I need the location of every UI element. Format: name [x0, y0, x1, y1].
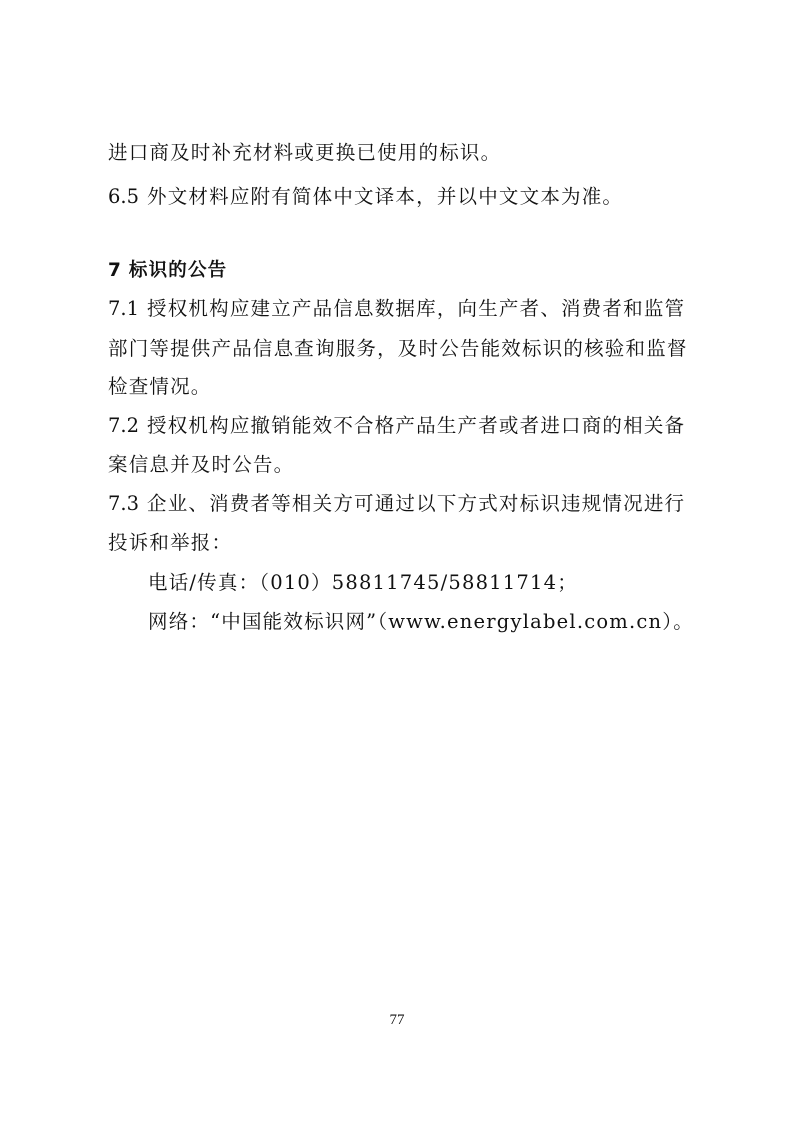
clause-text: 企业、消费者等相关方可通过以下方式对标识违规情况进行 [147, 492, 686, 515]
section-number: 7 [108, 260, 121, 281]
contact-phone-fax: 电话/传真：（010）58811745/58811714； [148, 571, 578, 594]
paragraph-line: 检查情况。 [108, 375, 212, 398]
clause-7-3 [108, 491, 688, 517]
paragraph-line: 案信息并及时公告。 [108, 453, 295, 476]
clause-number: 7.2 [108, 414, 140, 437]
section-heading-7 [108, 258, 688, 284]
clause-number: 6.5 [108, 185, 140, 208]
paragraph-line: 进口商及时补充材料或更换已使用的标识。 [108, 141, 502, 164]
clause-number: 7.1 [108, 297, 140, 320]
paragraph-line: 部门等提供产品信息查询服务，及时公告能效标识的核验和监督 [108, 337, 688, 360]
clause-text: 外文材料应附有简体中文译本，并以中文文本为准。 [147, 185, 624, 208]
clause-text: 授权机构应建立产品信息数据库，向生产者、消费者和监管 [147, 297, 686, 320]
contact-website: 网络：“中国能效标识网”（www.energylabel.com.cn）。 [148, 610, 694, 633]
paragraph-line: 投诉和举报： [108, 531, 233, 554]
clause-text: 授权机构应撤销能效不合格产品生产者或者进口商的相关备 [147, 414, 686, 437]
clause-7-2 [108, 413, 688, 439]
section-title: 标识的公告 [128, 260, 228, 281]
clause-7-1 [108, 296, 688, 322]
clause-number: 7.3 [108, 492, 140, 515]
page-number: 77 [389, 1012, 405, 1028]
clause-6-5 [108, 184, 688, 210]
